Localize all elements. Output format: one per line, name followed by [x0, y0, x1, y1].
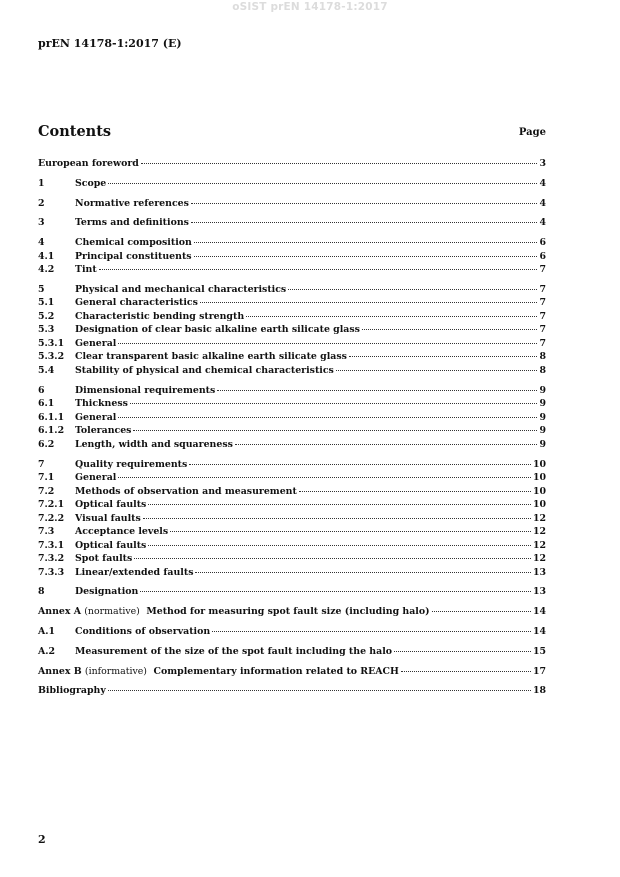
dot-leader — [195, 563, 530, 573]
dot-leader — [108, 681, 531, 691]
toc-entry-page: 9 — [539, 411, 546, 423]
toc-entry[interactable] — [38, 363, 546, 377]
dot-leader — [362, 320, 538, 330]
toc-entry-title: Scope — [75, 177, 107, 189]
toc-entry-title: Linear/extended faults — [75, 566, 194, 578]
toc-entry-title: Spot faults — [75, 553, 133, 565]
toc-entry-page: 8 — [539, 351, 546, 363]
toc-entry-page: 14 — [532, 606, 546, 618]
dot-leader — [141, 154, 538, 164]
toc-entry-number: 5.1 — [38, 297, 55, 309]
toc-entry-title: Optical faults — [75, 539, 147, 551]
toc-entry[interactable] — [38, 584, 546, 598]
dot-leader — [212, 622, 531, 632]
dot-leader — [194, 233, 538, 243]
toc-entry-title: Tolerances — [75, 425, 132, 437]
annex-type-note: (normative) — [84, 606, 140, 618]
toc-entry-page: 12 — [532, 553, 546, 565]
toc-entry-page: 6 — [539, 250, 546, 262]
toc-entry-number: 6.2 — [38, 438, 55, 450]
dot-leader — [349, 347, 538, 357]
footer-page-number: 2 — [38, 833, 46, 846]
dot-leader — [189, 455, 531, 465]
toc-entry-page: 9 — [539, 384, 546, 396]
toc-entry-title: Methods of observation and measurement — [75, 485, 297, 497]
toc-entry-number: 7.3 — [38, 526, 55, 538]
toc-entry-page: 18 — [532, 685, 546, 697]
toc-entry-title: Designation of clear basic alkaline earth silicate glass — [75, 324, 360, 336]
dot-leader — [299, 482, 531, 492]
dot-leader — [143, 509, 531, 519]
toc-entry-title: Stability of physical and chemical characteristics — [75, 364, 334, 376]
toc-entry-title: Tint — [75, 264, 97, 276]
toc-entry-page: 9 — [539, 438, 546, 450]
toc-entry-page: 10 — [532, 485, 546, 497]
contents-title: Contents — [38, 123, 112, 140]
dot-leader — [170, 522, 531, 532]
toc-entry-title — [38, 665, 399, 679]
toc-entry-title: General characteristics — [75, 297, 198, 309]
toc-entry-number: 7 — [38, 458, 45, 470]
toc-entry-title: Normative references — [75, 197, 189, 209]
document-id: prEN 14178-1:2017 (E) — [38, 37, 182, 50]
toc-entry-title: Acceptance levels — [75, 526, 169, 538]
dot-leader — [134, 549, 531, 559]
toc-entry-number: 4 — [38, 237, 45, 249]
toc-entry-page: 7 — [539, 297, 546, 309]
toc-entry-number: 4.2 — [38, 264, 55, 276]
toc-entry-number: 5.3.2 — [38, 351, 65, 363]
toc-entry-page: 7 — [539, 337, 546, 349]
toc-entry-title: Measurement of the size of the spot fault including the halo — [75, 645, 393, 657]
toc-entry-page: 17 — [532, 665, 546, 677]
toc-entry[interactable] — [38, 196, 546, 210]
toc-entry-title: Principal constituents — [75, 250, 192, 262]
toc-entry[interactable] — [38, 262, 546, 276]
annex-title: Complementary information related to REACH — [153, 665, 399, 677]
toc-entry-page: 9 — [539, 425, 546, 437]
table-of-contents — [38, 156, 546, 697]
toc-entry-page: 7 — [539, 310, 546, 322]
toc-entry-title: Designation — [75, 586, 139, 598]
toc-entry-page: 9 — [539, 398, 546, 410]
toc-entry-page: 4 — [539, 177, 546, 189]
dot-leader — [432, 602, 531, 612]
toc-entry-title: Bibliography — [38, 685, 106, 697]
watermark: oSIST prEN 14178-1:2017 — [232, 1, 388, 13]
dot-leader — [118, 468, 531, 478]
annex-label: Annex B — [38, 665, 82, 677]
toc-entry-title: Visual faults — [75, 512, 141, 524]
toc-entry-page: 7 — [539, 324, 546, 336]
toc-entry[interactable] — [38, 215, 546, 229]
toc-entry-number: 7.3.1 — [38, 539, 65, 551]
toc-entry[interactable] — [38, 437, 546, 451]
toc-entry-number: 8 — [38, 586, 45, 598]
toc-entry-number: 4.1 — [38, 250, 55, 262]
toc-entry-page: 12 — [532, 512, 546, 524]
dot-leader — [235, 435, 538, 445]
toc-entry-number: A.1 — [38, 625, 56, 637]
toc-entry-number: 6 — [38, 384, 45, 396]
toc-entry[interactable] — [38, 604, 546, 618]
contents-header — [38, 123, 546, 143]
toc-entry-title: Length, width and squareness — [75, 438, 233, 450]
toc-entry-title: European foreword — [38, 158, 139, 169]
toc-entry-number: A.2 — [38, 645, 56, 657]
toc-entry-page: 13 — [532, 566, 546, 578]
annex-type-note: (informative) — [84, 665, 147, 677]
toc-entry-title: Terms and definitions — [75, 217, 189, 229]
toc-entry[interactable] — [38, 565, 546, 579]
dot-leader — [288, 280, 537, 290]
dot-leader — [246, 307, 537, 317]
toc-entry-title: Chemical composition — [75, 237, 192, 249]
toc-entry-title: Clear transparent basic alkaline earth silicate glass — [75, 351, 347, 363]
toc-entry-number: 7.3.2 — [38, 553, 65, 565]
dot-leader — [200, 293, 538, 303]
toc-entry-number: 7.2 — [38, 485, 55, 497]
toc-entry-page: 10 — [532, 472, 546, 484]
toc-entry-title: Optical faults — [75, 499, 147, 511]
toc-entry-number: 7.3.3 — [38, 566, 65, 578]
dot-leader — [133, 421, 537, 431]
toc-entry-page: 3 — [539, 158, 546, 169]
toc-entry-page: 10 — [532, 458, 546, 470]
dot-leader — [118, 408, 537, 418]
toc-entry-title: General — [75, 337, 117, 349]
toc-entry-number: 5 — [38, 283, 45, 295]
toc-entry[interactable] — [38, 664, 546, 678]
dot-leader — [99, 260, 538, 270]
toc-entry-page: 14 — [532, 625, 546, 637]
toc-entry-number: 1 — [38, 177, 45, 189]
toc-entry[interactable] — [38, 156, 546, 170]
toc-entry-number: 5.2 — [38, 310, 55, 322]
toc-entry[interactable] — [38, 683, 546, 697]
toc-entry-page: 4 — [539, 217, 546, 229]
toc-entry-title: Characteristic bending strength — [75, 310, 245, 322]
toc-entry-number: 5.3.1 — [38, 337, 65, 349]
toc-entry-number: 3 — [38, 217, 45, 229]
dot-leader — [148, 495, 531, 505]
toc-entry-page: 8 — [539, 364, 546, 376]
toc-entry-title: Conditions of observation — [75, 625, 211, 637]
toc-entry-page: 12 — [532, 526, 546, 538]
toc-entry-page: 12 — [532, 539, 546, 551]
toc-entry-number: 6.1.2 — [38, 425, 65, 437]
toc-entry-page: 7 — [539, 283, 546, 295]
toc-entry-number: 6.1.1 — [38, 411, 65, 423]
dot-leader — [394, 642, 531, 652]
dot-leader — [194, 247, 538, 257]
dot-leader — [191, 194, 538, 204]
toc-entry-page: 6 — [539, 237, 546, 249]
dot-leader — [148, 536, 531, 546]
toc-entry-number: 7.2.1 — [38, 499, 65, 511]
toc-entry-title: Physical and mechanical characteristics — [75, 283, 287, 295]
toc-entry-page: 15 — [532, 645, 546, 657]
dot-leader — [108, 174, 537, 184]
toc-entry-number: 7.1 — [38, 472, 55, 484]
toc-entry[interactable] — [38, 644, 546, 658]
dot-leader — [217, 381, 537, 391]
page-column-label: Page — [518, 127, 546, 138]
toc-entry-page: 10 — [532, 499, 546, 511]
toc-entry[interactable] — [38, 176, 546, 190]
toc-entry-title: General — [75, 411, 117, 423]
toc-entry-page: 4 — [539, 197, 546, 209]
toc-entry-number: 5.4 — [38, 364, 55, 376]
toc-entry-number: 7.2.2 — [38, 512, 65, 524]
toc-entry-page: 7 — [539, 264, 546, 276]
toc-entry-page: 13 — [532, 586, 546, 598]
toc-entry-number: 6.1 — [38, 398, 55, 410]
toc-entry[interactable] — [38, 624, 546, 638]
toc-entry-title: General — [75, 472, 117, 484]
toc-entry-title — [38, 605, 430, 619]
dot-leader — [336, 361, 538, 371]
dot-leader — [140, 582, 531, 592]
annex-label: Annex A — [38, 606, 81, 618]
dot-leader — [118, 334, 537, 344]
dot-leader — [130, 394, 538, 404]
toc-entry-title: Quality requirements — [75, 458, 188, 470]
toc-entry-number: 5.3 — [38, 324, 55, 336]
dot-leader — [401, 662, 531, 672]
toc-entry-number: 2 — [38, 197, 45, 209]
dot-leader — [191, 213, 538, 223]
toc-entry-title: Dimensional requirements — [75, 384, 216, 396]
toc-entry-title: Thickness — [75, 398, 128, 410]
annex-title: Method for measuring spot fault size (including halo) — [146, 606, 430, 618]
